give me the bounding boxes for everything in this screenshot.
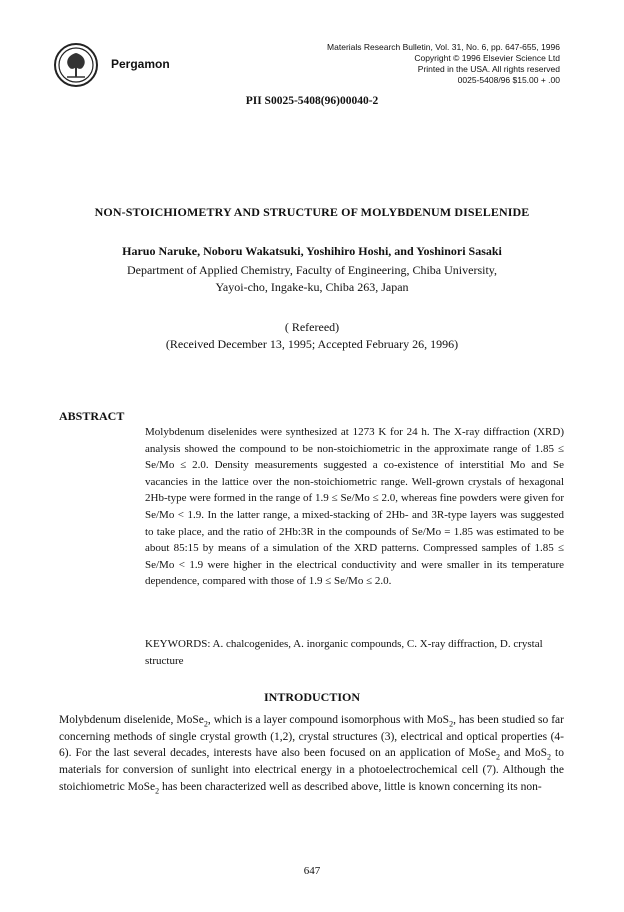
pii-identifier: PII S0025-5408(96)00040-2 bbox=[245, 95, 379, 107]
affiliation bbox=[0, 262, 624, 296]
affiliation-line-2: Yayoi-cho, Ingake-ku, Chiba 263, Japan bbox=[215, 280, 409, 294]
page-number: 647 bbox=[303, 865, 321, 877]
received-dates: (Received December 13, 1995; Accepted February 26, 1996) bbox=[165, 337, 459, 351]
introduction-paragraph: Molybdenum diselenide, MoSe$_2$, which is a layer compound isomorphous with MoS$_2$, has been studied so far concerning methods of single crystal growth (1,2), crystal structures (3), electrical and optical properties (4-6). For the last several decades, interests have also been focused on an application of MoSe$_2$ and MoS$_2$ to materials for conversion of sunlight into electrical energy in a photoelectrochemical cell (7). Although the stoichiometric MoSe$_2$ has been characterized well as described above, little is known concerning its non- bbox=[59, 714, 564, 796]
publisher-name: Pergamon bbox=[111, 57, 170, 71]
author-list: Haruo Naruke, Noboru Wakatsuki, Yoshihiro Hoshi, and Yoshinori Sasaki bbox=[122, 244, 502, 258]
rights-line: Printed in the USA. All rights reserved bbox=[417, 64, 560, 74]
affiliation-line-1: Department of Applied Chemistry, Faculty of Engineering, Chiba University, bbox=[126, 263, 498, 277]
journal-info bbox=[327, 42, 560, 86]
issn-price-line: 0025-5408/96 $15.00 + .00 bbox=[457, 75, 560, 85]
keywords: KEYWORDS: A. chalcogenides, A. inorganic compounds, C. X-ray diffraction, D. crystal structure bbox=[145, 638, 543, 667]
refereed-note: ( Refereed) bbox=[284, 320, 340, 334]
journal-citation: Materials Research Bulletin, Vol. 31, No. 6, pp. 647-655, 1996 bbox=[327, 42, 560, 52]
publisher-logo bbox=[54, 43, 98, 87]
introduction-heading: INTRODUCTION bbox=[263, 690, 360, 704]
abstract-heading: ABSTRACT bbox=[59, 409, 125, 423]
tree-emblem-icon bbox=[56, 45, 96, 85]
copyright-line: Copyright © 1996 Elsevier Science Ltd bbox=[414, 53, 560, 63]
article-title: NON-STOICHIOMETRY AND STRUCTURE OF MOLYBDENUM DISELENIDE bbox=[94, 205, 530, 219]
abstract-text: Molybdenum diselenides were synthesized at 1273 K for 24 h. The X-ray diffraction (XRD) analysis showed the compound to be non-stoichiometric in the approximate range of 1.85 ≤ Se/Mo ≤ 2.0. Density measurements suggested a co-existence of interstitial Mo and Se vacancies in the lattice over the non-stoichiometric range. Well-grown crystals of hexagonal 2Hb-type were formed in the range of 1.9 ≤ Se/Mo ≤ 2.0, whereas fine powders were given for Se/Mo < 1.9. In the latter range, a mixed-stacking of 2Hb- and 3R-type layers was suggested to take place, and the ratio of 2Hb:3R in the compounds of Se/Mo = 1.85 was estimated to be about 85:15 by means of a simulation of the XRD patterns. Compressed samples of 1.85 ≤ Se/Mo < 1.9 were higher in the electrical conductivity and were smaller in its temperature dependence, compared with those of 1.9 ≤ Se/Mo ≤ 2.0. bbox=[145, 426, 564, 588]
